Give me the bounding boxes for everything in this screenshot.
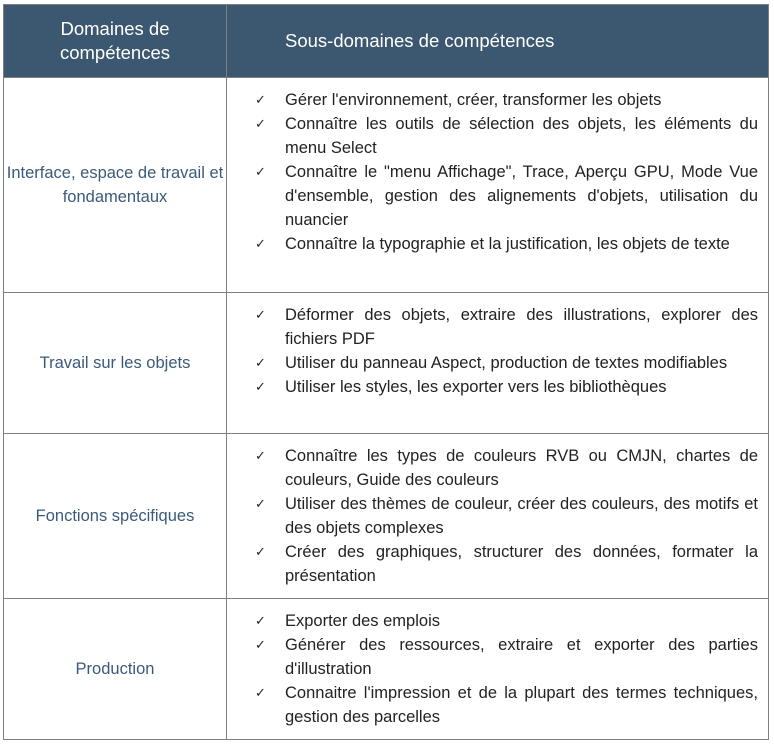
list-item <box>227 112 758 160</box>
header-domaines: Domaines de compétences <box>4 5 227 78</box>
check-mark-icon: ✓ <box>255 116 266 131</box>
list-item <box>227 681 758 729</box>
check-mark-icon: ✓ <box>255 544 266 559</box>
table-header <box>4 5 769 78</box>
list-item <box>227 303 758 351</box>
check-mark-icon: ✓ <box>255 613 266 628</box>
list-item <box>227 160 758 232</box>
list-item-text: Utiliser les styles, les exporter vers les bibliothèques <box>285 378 667 396</box>
check-mark-icon: ✓ <box>255 496 266 511</box>
list-item <box>227 351 758 375</box>
list-item-text: Connaître le "menu Affichage", Trace, Aperçu GPU, Mode Vue d'ensemble, gestion des alignements d'objets, utilisation du nuancier <box>285 163 758 229</box>
subdomain-cell <box>227 78 769 293</box>
list-item-text: Exporter des emplois <box>285 612 440 630</box>
list-item <box>227 492 758 540</box>
check-mark-icon: ✓ <box>255 307 266 322</box>
header-sous-domaines: Sous-domaines de compétences <box>227 5 769 78</box>
list-item-text: Déformer des objets, extraire des illustrations, explorer des fichiers PDF <box>285 306 758 348</box>
subdomain-cell <box>227 434 769 599</box>
list-item <box>227 444 758 492</box>
list-item-text: Connaître les outils de sélection des objets, les éléments du menu Select <box>285 115 758 157</box>
list-item-text: Utiliser du panneau Aspect, production de textes modifiables <box>285 354 728 372</box>
list-item <box>227 232 758 256</box>
table-row <box>4 434 769 599</box>
subdomain-list <box>227 78 768 266</box>
domain-cell: Travail sur les objets <box>4 293 227 434</box>
check-mark-icon: ✓ <box>255 92 266 107</box>
list-item <box>227 540 758 588</box>
subdomain-cell <box>227 293 769 434</box>
subdomain-list <box>227 599 768 739</box>
list-item-text: Connaitre l'impression et de la plupart des termes techniques, gestion des parcelles <box>285 684 758 726</box>
check-mark-icon: ✓ <box>255 164 266 179</box>
check-mark-icon: ✓ <box>255 379 266 394</box>
list-item <box>227 609 758 633</box>
check-mark-icon: ✓ <box>255 685 266 700</box>
list-item-text: Générer des ressources, extraire et exporter des parties d'illustration <box>285 636 758 678</box>
domain-cell: Fonctions spécifiques <box>4 434 227 599</box>
check-mark-icon: ✓ <box>255 637 266 652</box>
list-item-text: Connaître les types de couleurs RVB ou CMJN, chartes de couleurs, Guide des couleurs <box>285 447 758 489</box>
competences-table <box>3 4 769 740</box>
list-item <box>227 88 758 112</box>
list-item-text: Connaître la typographie et la justification, les objets de texte <box>285 235 730 253</box>
domain-cell: Production <box>4 599 227 740</box>
check-mark-icon: ✓ <box>255 236 266 251</box>
check-mark-icon: ✓ <box>255 448 266 463</box>
table-row <box>4 599 769 740</box>
check-mark-icon: ✓ <box>255 355 266 370</box>
list-item <box>227 375 758 399</box>
list-item-text: Créer des graphiques, structurer des données, formater la présentation <box>285 543 758 585</box>
table-row <box>4 293 769 434</box>
list-item <box>227 633 758 681</box>
domain-cell: Interface, espace de travail et fondamentaux <box>4 78 227 293</box>
subdomain-cell <box>227 599 769 740</box>
list-item-text: Gérer l'environnement, créer, transformer les objets <box>285 91 662 109</box>
subdomain-list <box>227 293 768 409</box>
subdomain-list <box>227 434 768 598</box>
table-row <box>4 78 769 293</box>
list-item-text: Utiliser des thèmes de couleur, créer des couleurs, des motifs et des objets complexes <box>285 495 758 537</box>
